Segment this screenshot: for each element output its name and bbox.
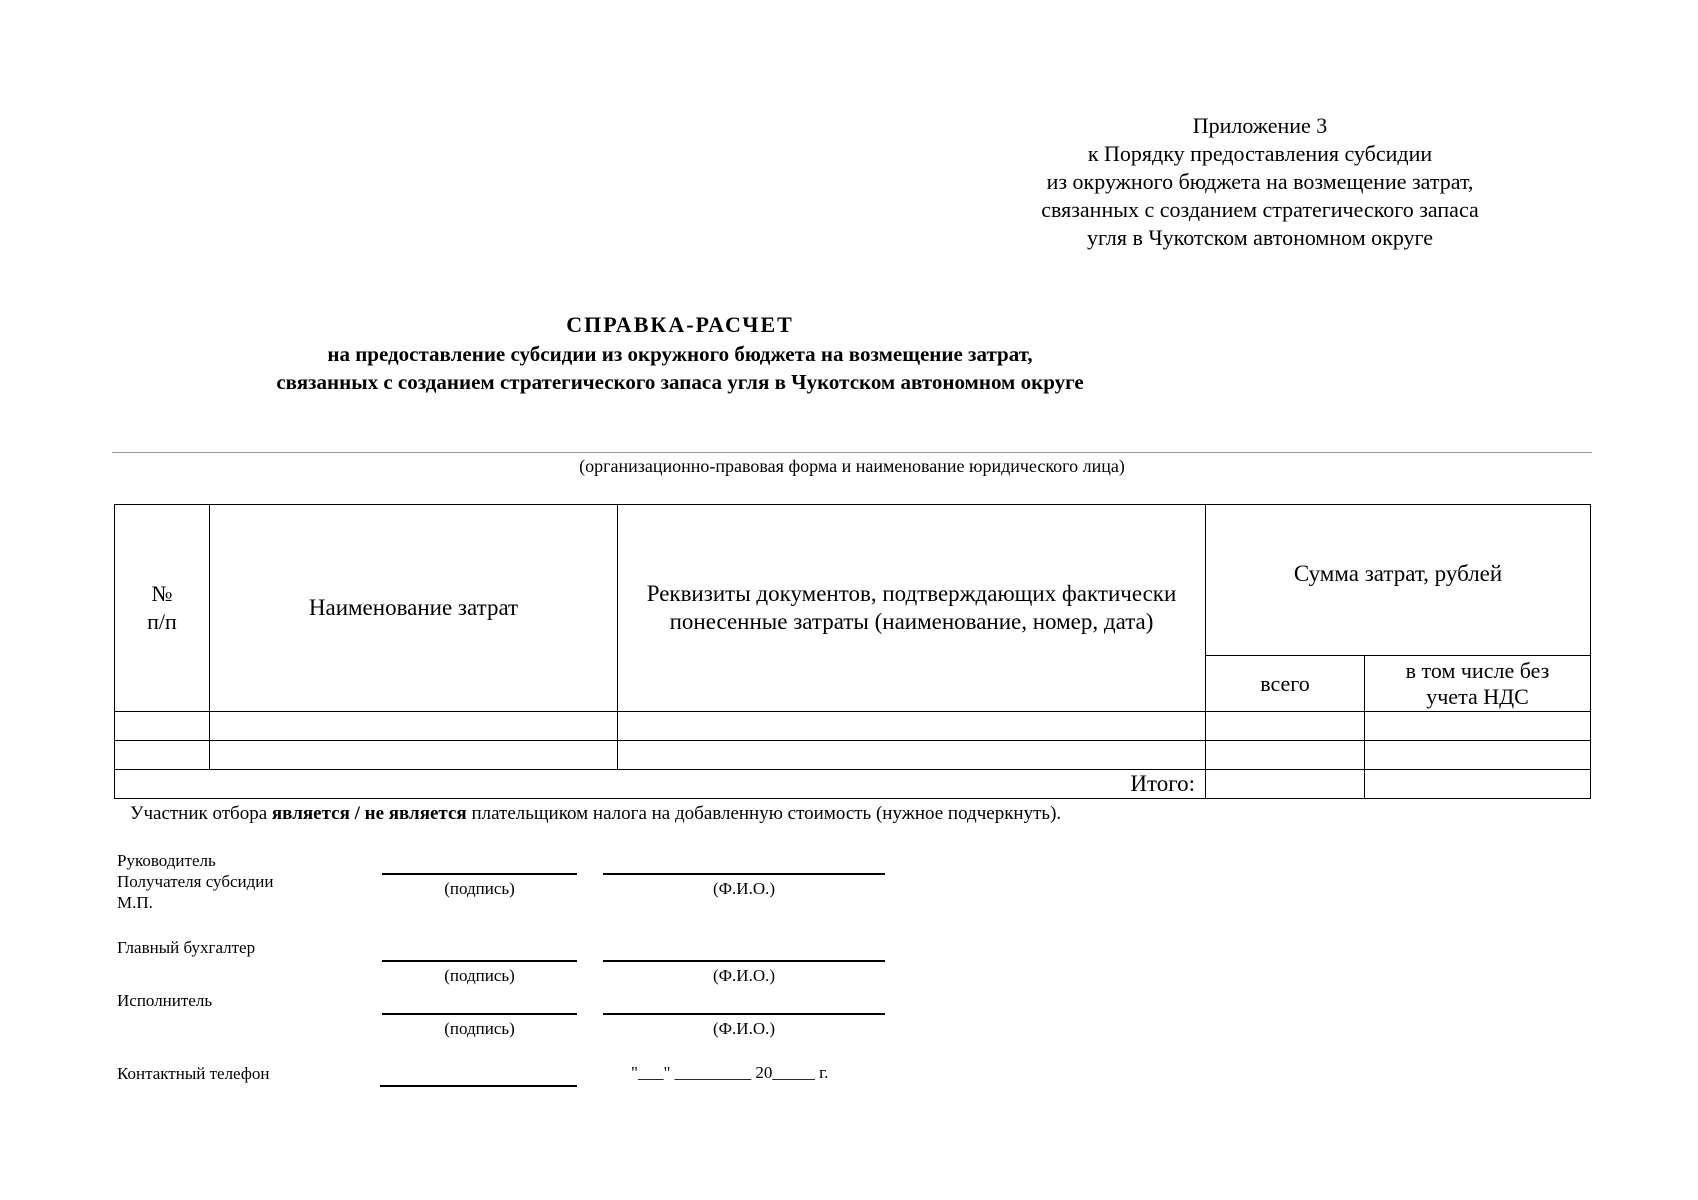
head-label-seal: М.П.	[117, 893, 153, 912]
cell-documents[interactable]	[618, 712, 1206, 741]
executor-signature-line[interactable]	[382, 1013, 577, 1015]
vat-notice-prefix: Участник отбора	[130, 803, 272, 824]
head-name-line[interactable]	[603, 873, 885, 875]
cell-number[interactable]	[115, 741, 210, 770]
appendix-line: угля в Чукотском автономном округе	[1086, 225, 1434, 250]
header-number	[115, 505, 210, 712]
header-documents	[618, 505, 1206, 712]
table-total-row	[115, 770, 1591, 799]
accountant-signature-caption: (подпись)	[444, 966, 515, 985]
header-cost-sum-label: Сумма затрат, рублей	[1293, 561, 1503, 586]
cell-without-vat[interactable]	[1365, 741, 1591, 770]
header-number-line-2: п/п	[147, 609, 177, 634]
document-subtitle-line-1: на предоставление субсидии из окружного бюджета на возмещение затрат,	[327, 342, 1033, 366]
cell-grand-total[interactable]	[1206, 770, 1365, 799]
vat-notice-choice[interactable]: является / не является	[271, 803, 467, 824]
head-signature-caption: (подпись)	[444, 879, 515, 898]
phone-input-line[interactable]	[380, 1085, 577, 1087]
cost-table	[114, 504, 1591, 799]
organization-caption: (организационно-правовая форма и наименование юридического лица)	[579, 456, 1125, 476]
title-block	[0, 310, 1360, 396]
vat-notice-suffix: плательщиком налога на добавленную стоимость (нужное подчеркнуть).	[466, 803, 1062, 824]
header-without-vat-line-1: в том числе без	[1405, 657, 1550, 683]
organization-input-line[interactable]	[112, 452, 1592, 453]
cell-cost-name[interactable]	[210, 712, 618, 741]
cell-total[interactable]	[1206, 712, 1365, 741]
head-label-line-1: Руководитель	[117, 851, 216, 870]
document-title: СПРАВКА-РАСЧЕТ	[566, 312, 794, 337]
executor-signature-caption: (подпись)	[444, 1019, 515, 1038]
appendix-line: из окружного бюджета на возмещение затрат,	[1046, 169, 1474, 194]
header-number-line-1: №	[151, 581, 173, 606]
head-label-line-2: Получателя субсидии	[117, 872, 274, 891]
head-name-caption: (Ф.И.О.)	[712, 879, 776, 898]
appendix-block	[940, 112, 1580, 252]
header-total: всего	[1206, 656, 1365, 712]
header-without-vat-line-2: учета НДС	[1426, 683, 1529, 709]
cell-total[interactable]	[1206, 741, 1365, 770]
header-documents-line-2: понесенные затраты (наименование, номер, дата)	[669, 609, 1154, 634]
executor-label: Исполнитель	[117, 991, 213, 1010]
header-without-vat	[1365, 656, 1591, 712]
cell-documents[interactable]	[618, 741, 1206, 770]
appendix-line: связанных с созданием стратегического запаса	[1041, 197, 1479, 222]
header-documents-line-1: Реквизиты документов, подтверждающих фактически	[646, 581, 1177, 606]
phone-label: Контактный телефон	[117, 1064, 270, 1083]
executor-name-caption: (Ф.И.О.)	[712, 1019, 776, 1038]
executor-name-line[interactable]	[603, 1013, 885, 1015]
document-subtitle-line-2: связанных с созданием стратегического запаса угля в Чукотском автономном округе	[276, 370, 1084, 394]
total-label: Итого:	[115, 770, 1206, 799]
table-row	[115, 712, 1591, 741]
header-cost-name: Наименование затрат	[210, 505, 618, 712]
vat-notice	[130, 802, 1061, 826]
date-field[interactable]: "___" _________ 20_____ г.	[631, 1063, 829, 1082]
accountant-name-caption: (Ф.И.О.)	[712, 966, 776, 985]
cell-grand-total-without-vat[interactable]	[1365, 770, 1591, 799]
cell-without-vat[interactable]	[1365, 712, 1591, 741]
cell-cost-name[interactable]	[210, 741, 618, 770]
appendix-line: к Порядку предоставления субсидии	[1087, 141, 1433, 166]
table-row	[115, 741, 1591, 770]
appendix-line: Приложение 3	[1192, 113, 1328, 138]
accountant-label: Главный бухгалтер	[117, 938, 256, 957]
accountant-name-line[interactable]	[603, 960, 885, 962]
header-cost-sum	[1206, 505, 1591, 656]
table-header-row	[115, 505, 1591, 656]
head-signature-line[interactable]	[382, 873, 577, 875]
cell-number[interactable]	[115, 712, 210, 741]
accountant-signature-line[interactable]	[382, 960, 577, 962]
